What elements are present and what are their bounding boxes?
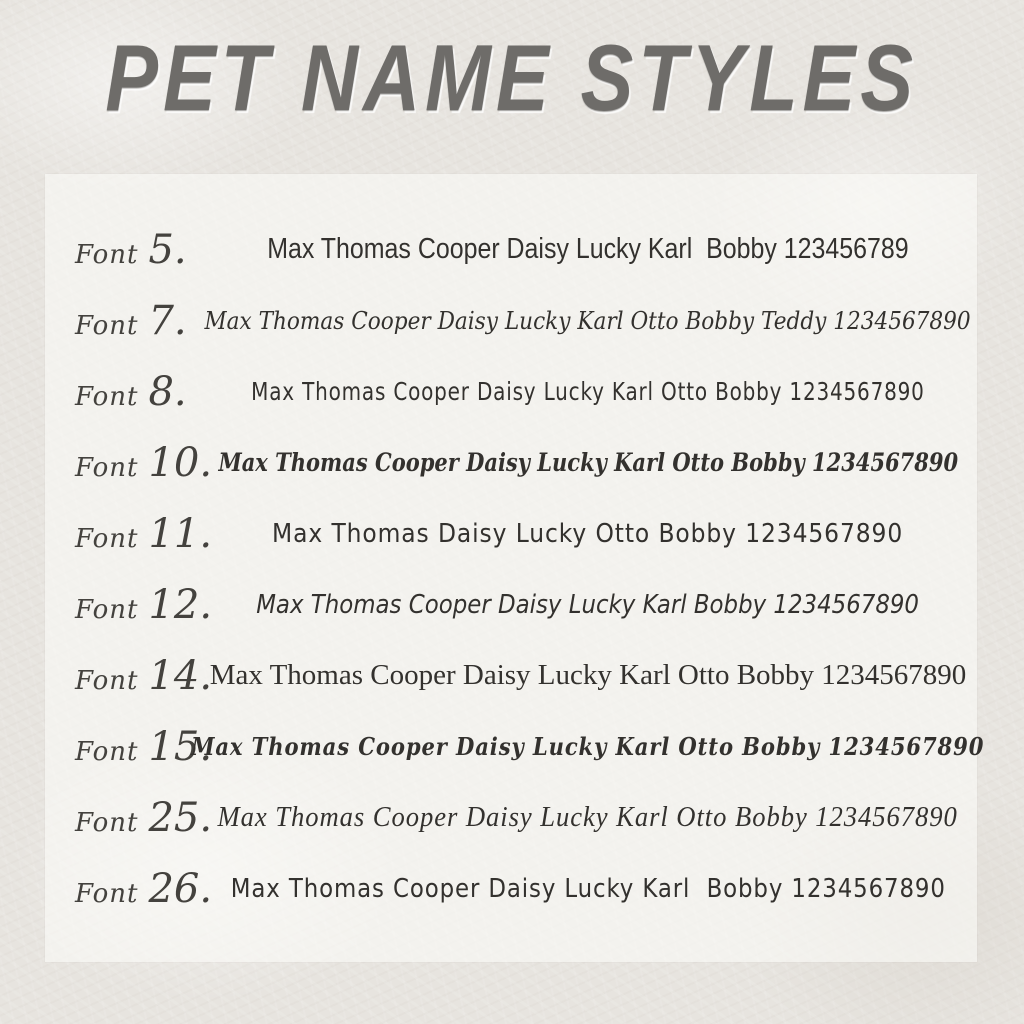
font-label-number: 26. bbox=[148, 865, 213, 912]
font-label bbox=[45, 581, 225, 628]
font-label-word: Font bbox=[75, 381, 139, 412]
font-label-word: Font bbox=[75, 239, 139, 270]
font-label bbox=[45, 652, 225, 699]
font-sample-area bbox=[225, 233, 977, 266]
font-sample-text: Max Thomas Cooper Daisy Lucky Karl Bobby 1234567890 bbox=[256, 589, 920, 620]
font-sample-text: Max Thomas Cooper Daisy Lucky Karl Otto Bobby 1234567890 bbox=[209, 659, 967, 691]
font-style-row-25 bbox=[45, 782, 977, 853]
font-label-word: Font bbox=[75, 736, 139, 767]
font-sample-text: Max Thomas Cooper Daisy Lucky Karl Bobby 123456789 bbox=[267, 233, 909, 265]
font-label bbox=[45, 439, 225, 486]
font-style-row-15 bbox=[45, 711, 985, 782]
font-sample-area bbox=[218, 448, 977, 477]
font-label-word: Font bbox=[75, 594, 139, 625]
font-sample-text: Max Thomas Cooper Daisy Lucky Karl Bobby 1234567890 bbox=[230, 873, 946, 904]
font-sample-area bbox=[209, 659, 977, 692]
font-sample-text: Max Thomas Daisy Lucky Otto Bobby 1234567890 bbox=[272, 518, 904, 549]
font-sample-area bbox=[191, 732, 985, 761]
font-label bbox=[45, 226, 225, 273]
font-style-row-11 bbox=[45, 498, 977, 569]
font-sample-text: Max Thomas Cooper Daisy Lucky Karl Otto Bobby 1234567890 bbox=[191, 732, 985, 761]
font-label-word: Font bbox=[75, 452, 139, 483]
font-style-row-14 bbox=[45, 640, 977, 711]
page-title bbox=[0, 22, 1024, 135]
font-label-word: Font bbox=[75, 807, 139, 838]
font-style-row-8 bbox=[45, 356, 977, 427]
font-label bbox=[45, 510, 225, 557]
font-label-word: Font bbox=[75, 523, 139, 554]
font-label-number: 14. bbox=[148, 652, 213, 699]
font-style-row-7 bbox=[45, 285, 977, 356]
font-label-word: Font bbox=[75, 878, 139, 909]
font-label-number: 5. bbox=[148, 226, 187, 273]
font-sample-area bbox=[204, 306, 977, 335]
font-label-number: 15. bbox=[148, 723, 213, 770]
font-sample-area bbox=[225, 377, 977, 406]
font-label bbox=[45, 368, 225, 415]
font-style-row-12 bbox=[45, 569, 977, 640]
font-label-number: 25. bbox=[148, 794, 213, 841]
font-sample-text: Max Thomas Cooper Daisy Lucky Karl Otto Bobby 1234567890 bbox=[218, 448, 958, 477]
font-label-word: Font bbox=[75, 310, 139, 341]
font-label bbox=[45, 865, 225, 912]
font-label-number: 12. bbox=[148, 581, 213, 628]
font-sample-area bbox=[225, 590, 977, 620]
font-sample-text: Max Thomas Cooper Daisy Lucky Karl Otto Bobby 1234567890 bbox=[251, 377, 925, 406]
page-title-text: PET NAME STYLES bbox=[105, 25, 919, 130]
font-style-row-10 bbox=[45, 427, 977, 498]
font-label-number: 10. bbox=[148, 439, 213, 486]
font-styles-panel bbox=[45, 174, 985, 962]
font-label-number: 7. bbox=[148, 297, 187, 344]
font-style-row-5 bbox=[45, 214, 977, 285]
font-label-number: 8. bbox=[148, 368, 187, 415]
font-sample-area bbox=[217, 801, 977, 834]
font-sample-text: Max Thomas Cooper Daisy Lucky Karl Otto Bobby 1234567890 bbox=[217, 801, 959, 833]
font-label bbox=[45, 297, 225, 344]
font-sample-area bbox=[225, 519, 977, 549]
font-label-number: 11. bbox=[148, 510, 213, 557]
font-style-row-26 bbox=[45, 853, 977, 924]
font-label bbox=[45, 794, 225, 841]
font-sample-text: Max Thomas Cooper Daisy Lucky Karl Otto Bobby Teddy 1234567890 bbox=[204, 306, 972, 335]
font-sample-area bbox=[225, 874, 977, 904]
font-label-word: Font bbox=[75, 665, 139, 696]
